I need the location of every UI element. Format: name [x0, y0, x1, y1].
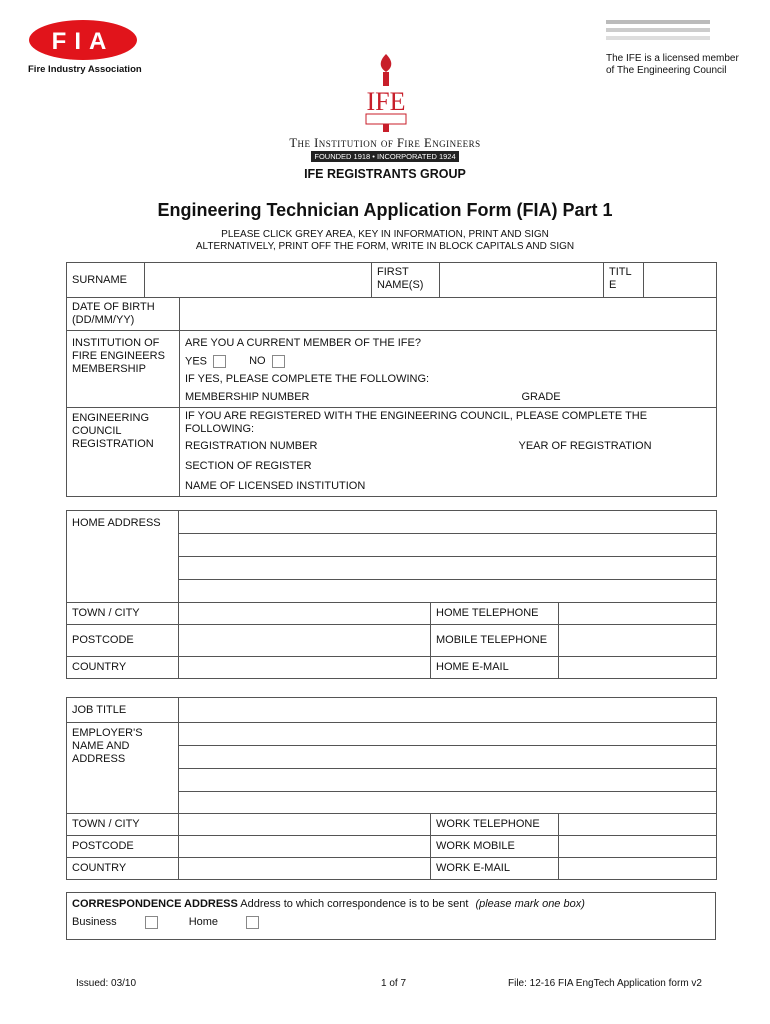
mobile-telephone-field[interactable] [559, 625, 717, 657]
correspondence-options [72, 915, 710, 930]
fia-logo-letters: FIA [51, 28, 115, 55]
engineering-council-logo [606, 18, 710, 44]
business-label: Business [72, 916, 117, 928]
ec-registration-label: ENGINEERING COUNCIL REGISTRATION [67, 408, 180, 497]
footer-issued: Issued: 03/10 [76, 978, 137, 989]
work-email-field[interactable] [559, 858, 717, 880]
ife-name: The Institution of Fire Engineers [289, 136, 481, 150]
home-town-label: TOWN / CITY [67, 603, 179, 625]
job-title-field[interactable] [179, 698, 717, 723]
correspondence-note: (please mark one box) [475, 898, 585, 910]
ec-registration-details [180, 408, 717, 497]
work-telephone-field[interactable] [559, 814, 717, 836]
home-town-field[interactable] [179, 603, 431, 625]
correspondence-heading-row [72, 897, 710, 912]
business-checkbox[interactable] [145, 916, 158, 929]
correspondence-box [66, 892, 716, 940]
surname-field[interactable] [145, 263, 372, 298]
footer-file: File: 12-16 FIA EngTech Application form v2 [508, 978, 702, 989]
correspondence-text: Address to which correspondence is to be sent [240, 898, 469, 910]
ife-licensed-line2: of The Engineering Council [606, 65, 727, 76]
employer-line4[interactable] [179, 792, 717, 814]
home-telephone-field[interactable] [559, 603, 717, 625]
instruction-line2: ALTERNATIVELY, PRINT OFF THE FORM, WRITE IN BLOCK CAPITALS AND SIGN [195, 241, 575, 252]
mobile-telephone-label: MOBILE TELEPHONE [431, 625, 559, 657]
dob-label: DATE OF BIRTH (DD/MM/YY) [67, 298, 180, 331]
work-postcode-field[interactable] [179, 836, 431, 858]
section-of-register-label: SECTION OF REGISTER [185, 460, 312, 473]
ife-licensed-line1: The IFE is a licensed member [606, 53, 739, 64]
work-mobile-field[interactable] [559, 836, 717, 858]
job-title-label: JOB TITLE [67, 698, 179, 723]
first-names-field[interactable] [440, 263, 604, 298]
home-email-label: HOME E-MAIL [431, 657, 559, 679]
group-title: IFE REGISTRANTS GROUP [304, 167, 466, 181]
home-address-line2[interactable] [179, 534, 717, 557]
work-country-label: COUNTRY [67, 858, 179, 880]
home-country-field[interactable] [179, 657, 431, 679]
form-title: Engineering Technician Application Form (FIA) Part 1 [157, 200, 613, 220]
yes-label: YES [185, 355, 208, 368]
home-telephone-label: HOME TELEPHONE [431, 603, 559, 625]
dob-field[interactable] [180, 298, 717, 331]
registration-row [185, 440, 711, 453]
work-postcode-label: POSTCODE [67, 836, 179, 858]
home-address-label: HOME ADDRESS [67, 511, 179, 603]
no-checkbox[interactable] [272, 355, 285, 368]
surname-label: SURNAME [67, 263, 145, 298]
licensed-institution-label: NAME OF LICENSED INSTITUTION [185, 480, 366, 493]
work-town-label: TOWN / CITY [67, 814, 179, 836]
ife-founded: FOUNDED 1918 • INCORPORATED 1924 [311, 151, 459, 162]
first-names-label: FIRST NAME(S) [372, 263, 440, 298]
work-mobile-label: WORK MOBILE [431, 836, 559, 858]
correspondence-heading: CORRESPONDENCE ADDRESS [72, 898, 238, 910]
home-address-line4[interactable] [179, 580, 717, 603]
grade-label: GRADE [521, 391, 561, 404]
work-email-label: WORK E-MAIL [431, 858, 559, 880]
if-registered-text: IF YOU ARE REGISTERED WITH THE ENGINEERING COUNCIL, PLEASE COMPLETE THE FOLLOWING: [185, 410, 648, 436]
home-email-field[interactable] [559, 657, 717, 679]
employer-line1[interactable] [179, 723, 717, 746]
current-member-question: ARE YOU A CURRENT MEMBER OF THE IFE? [185, 337, 421, 349]
membership-row [185, 391, 711, 404]
home-postcode-field[interactable] [179, 625, 431, 657]
svg-text:IFE: IFE [366, 87, 406, 116]
work-telephone-label: WORK TELEPHONE [431, 814, 559, 836]
employer-line2[interactable] [179, 746, 717, 769]
ife-membership-label: INSTITUTION OF FIRE ENGINEERS MEMBERSHIP [67, 331, 180, 408]
title-field[interactable] [644, 263, 717, 298]
yes-checkbox[interactable] [213, 355, 226, 368]
ife-crest-logo [358, 52, 414, 132]
work-country-field[interactable] [179, 858, 431, 880]
no-label: NO [249, 355, 266, 368]
home-label: Home [188, 916, 219, 928]
home-postcode-label: POSTCODE [67, 625, 179, 657]
home-address-line3[interactable] [179, 557, 717, 580]
registration-number-label: REGISTRATION NUMBER [185, 440, 318, 453]
work-town-field[interactable] [179, 814, 431, 836]
instruction-line1: PLEASE CLICK GREY AREA, KEY IN INFORMATION, PRINT AND SIGN [221, 229, 549, 240]
home-address-line1[interactable] [179, 511, 717, 534]
if-yes-text: IF YES, PLEASE COMPLETE THE FOLLOWING: [185, 373, 430, 386]
footer-page: 1 of 7 [381, 978, 407, 989]
title-label: TITLE [604, 263, 644, 298]
employment-table [66, 697, 717, 880]
fia-subtitle: Fire Industry Association [28, 64, 142, 75]
employer-line3[interactable] [179, 769, 717, 792]
home-address-table [66, 510, 717, 679]
home-checkbox[interactable] [246, 916, 259, 929]
personal-details-table [66, 262, 717, 497]
employer-label: EMPLOYER'S NAME AND ADDRESS [67, 723, 179, 814]
home-country-label: COUNTRY [67, 657, 179, 679]
year-of-registration-label: YEAR OF REGISTRATION [518, 440, 652, 453]
membership-number-label: MEMBERSHIP NUMBER [185, 391, 310, 404]
ife-membership-details [180, 331, 717, 408]
member-choice-row [185, 355, 711, 368]
